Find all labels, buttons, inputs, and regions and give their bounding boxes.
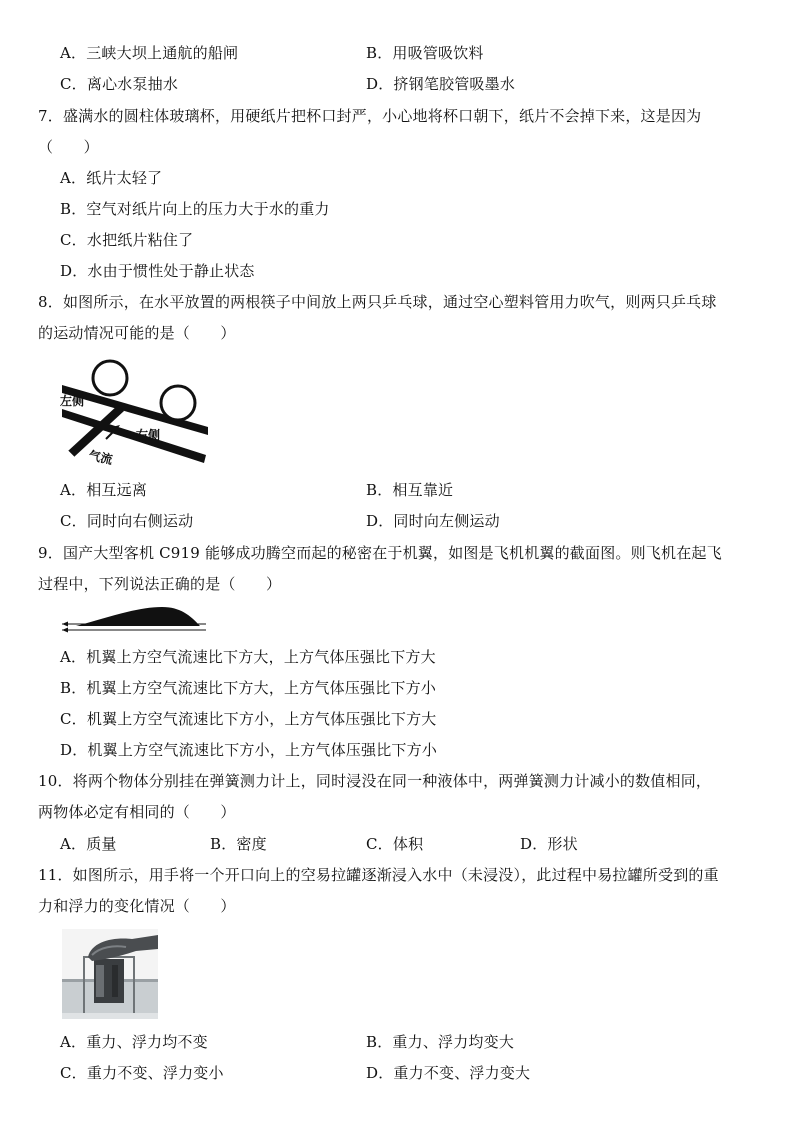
q6-option-c: C．离心水泵抽水 bbox=[60, 75, 179, 93]
q9-option-c: C．机翼上方空气流速比下方小，上方气体压强比下方大 bbox=[60, 710, 437, 728]
q7-option-c: C．水把纸片粘住了 bbox=[60, 231, 194, 249]
right-ball bbox=[161, 386, 195, 420]
right-label: 右侧 bbox=[136, 428, 161, 442]
q11-option-c: C．重力不变、浮力变小 bbox=[60, 1064, 224, 1082]
wing-profile bbox=[76, 607, 200, 626]
q10-option-b: B．密度 bbox=[210, 835, 267, 853]
q11-stem-line1: 11．如图所示，用手将一个开口向上的空易拉罐逐渐浸入水中（未浸没），此过程中易拉罐所受到的重 bbox=[38, 866, 719, 884]
q9-stem-line2: 过程中，下列说法正确的是（ ） bbox=[38, 575, 282, 593]
q7-option-d: D．水由于惯性处于静止状态 bbox=[60, 262, 255, 280]
q10-stem-line2: 两物体必定有相同的（ ） bbox=[38, 803, 236, 821]
wing-section-figure bbox=[58, 605, 210, 635]
left-label: 左侧 bbox=[60, 394, 85, 408]
chopsticks-pingpong-figure bbox=[58, 355, 210, 467]
airflow-label: 气流 bbox=[87, 448, 114, 467]
q10-stem-line1: 10．将两个物体分别挂在弹簧测力计上，同时浸没在同一种液体中，两弹簧测力计减小的数值相同， bbox=[38, 772, 712, 790]
q8-stem-line2: 的运动情况可能的是（ ） bbox=[38, 324, 236, 342]
q6-option-a: A．三峡大坝上通航的船闸 bbox=[60, 44, 239, 62]
q8-option-a: A．相互远离 bbox=[60, 481, 148, 499]
q7-option-a: A．纸片太轻了 bbox=[60, 169, 163, 187]
q9-stem-line1: 9．国产大型客机 C919 能够成功腾空而起的秘密在于机翼，如图是飞机机翼的截面图。则飞机在起飞 bbox=[38, 544, 722, 562]
q10-option-d: D．形状 bbox=[520, 835, 578, 853]
q11-stem-line2: 力和浮力的变化情况（ ） bbox=[38, 897, 236, 915]
q7-stem: 7．盛满水的圆柱体玻璃杯，用硬纸片把杯口封严，小心地将杯口朝下，纸片不会掉下来，这是因为 bbox=[38, 107, 702, 125]
q8-option-d: D．同时向左侧运动 bbox=[366, 512, 500, 530]
q6-option-b: B．用吸管吸饮料 bbox=[366, 44, 484, 62]
q9-option-d: D．机翼上方空气流速比下方小，上方气体压强比下方小 bbox=[60, 741, 438, 759]
q11-option-a: A．重力、浮力均不变 bbox=[60, 1033, 208, 1051]
q7-option-b: B．空气对纸片向上的压力大于水的重力 bbox=[60, 200, 330, 218]
q8-option-c: C．同时向右侧运动 bbox=[60, 512, 194, 530]
q8-option-b: B．相互靠近 bbox=[366, 481, 454, 499]
q11-option-d: D．重力不变、浮力变大 bbox=[366, 1064, 531, 1082]
q9-option-a: A．机翼上方空气流速比下方大，上方气体压强比下方大 bbox=[60, 648, 436, 666]
can-in-water-photo bbox=[62, 929, 158, 1019]
q8-stem-line1: 8．如图所示，在水平放置的两根筷子中间放上两只乒乓球，通过空心塑料管用力吹气，则两只乒乓球 bbox=[38, 293, 717, 311]
q10-option-a: A．质量 bbox=[60, 835, 117, 853]
q7-paren: （ ） bbox=[38, 138, 99, 156]
q6-option-d: D．挤钢笔胶管吸墨水 bbox=[366, 75, 516, 93]
q11-option-b: B．重力、浮力均变大 bbox=[366, 1033, 515, 1051]
q9-option-b: B．机翼上方空气流速比下方大，上方气体压强比下方小 bbox=[60, 679, 437, 697]
q10-option-c: C．体积 bbox=[366, 835, 424, 853]
left-ball bbox=[93, 361, 127, 395]
